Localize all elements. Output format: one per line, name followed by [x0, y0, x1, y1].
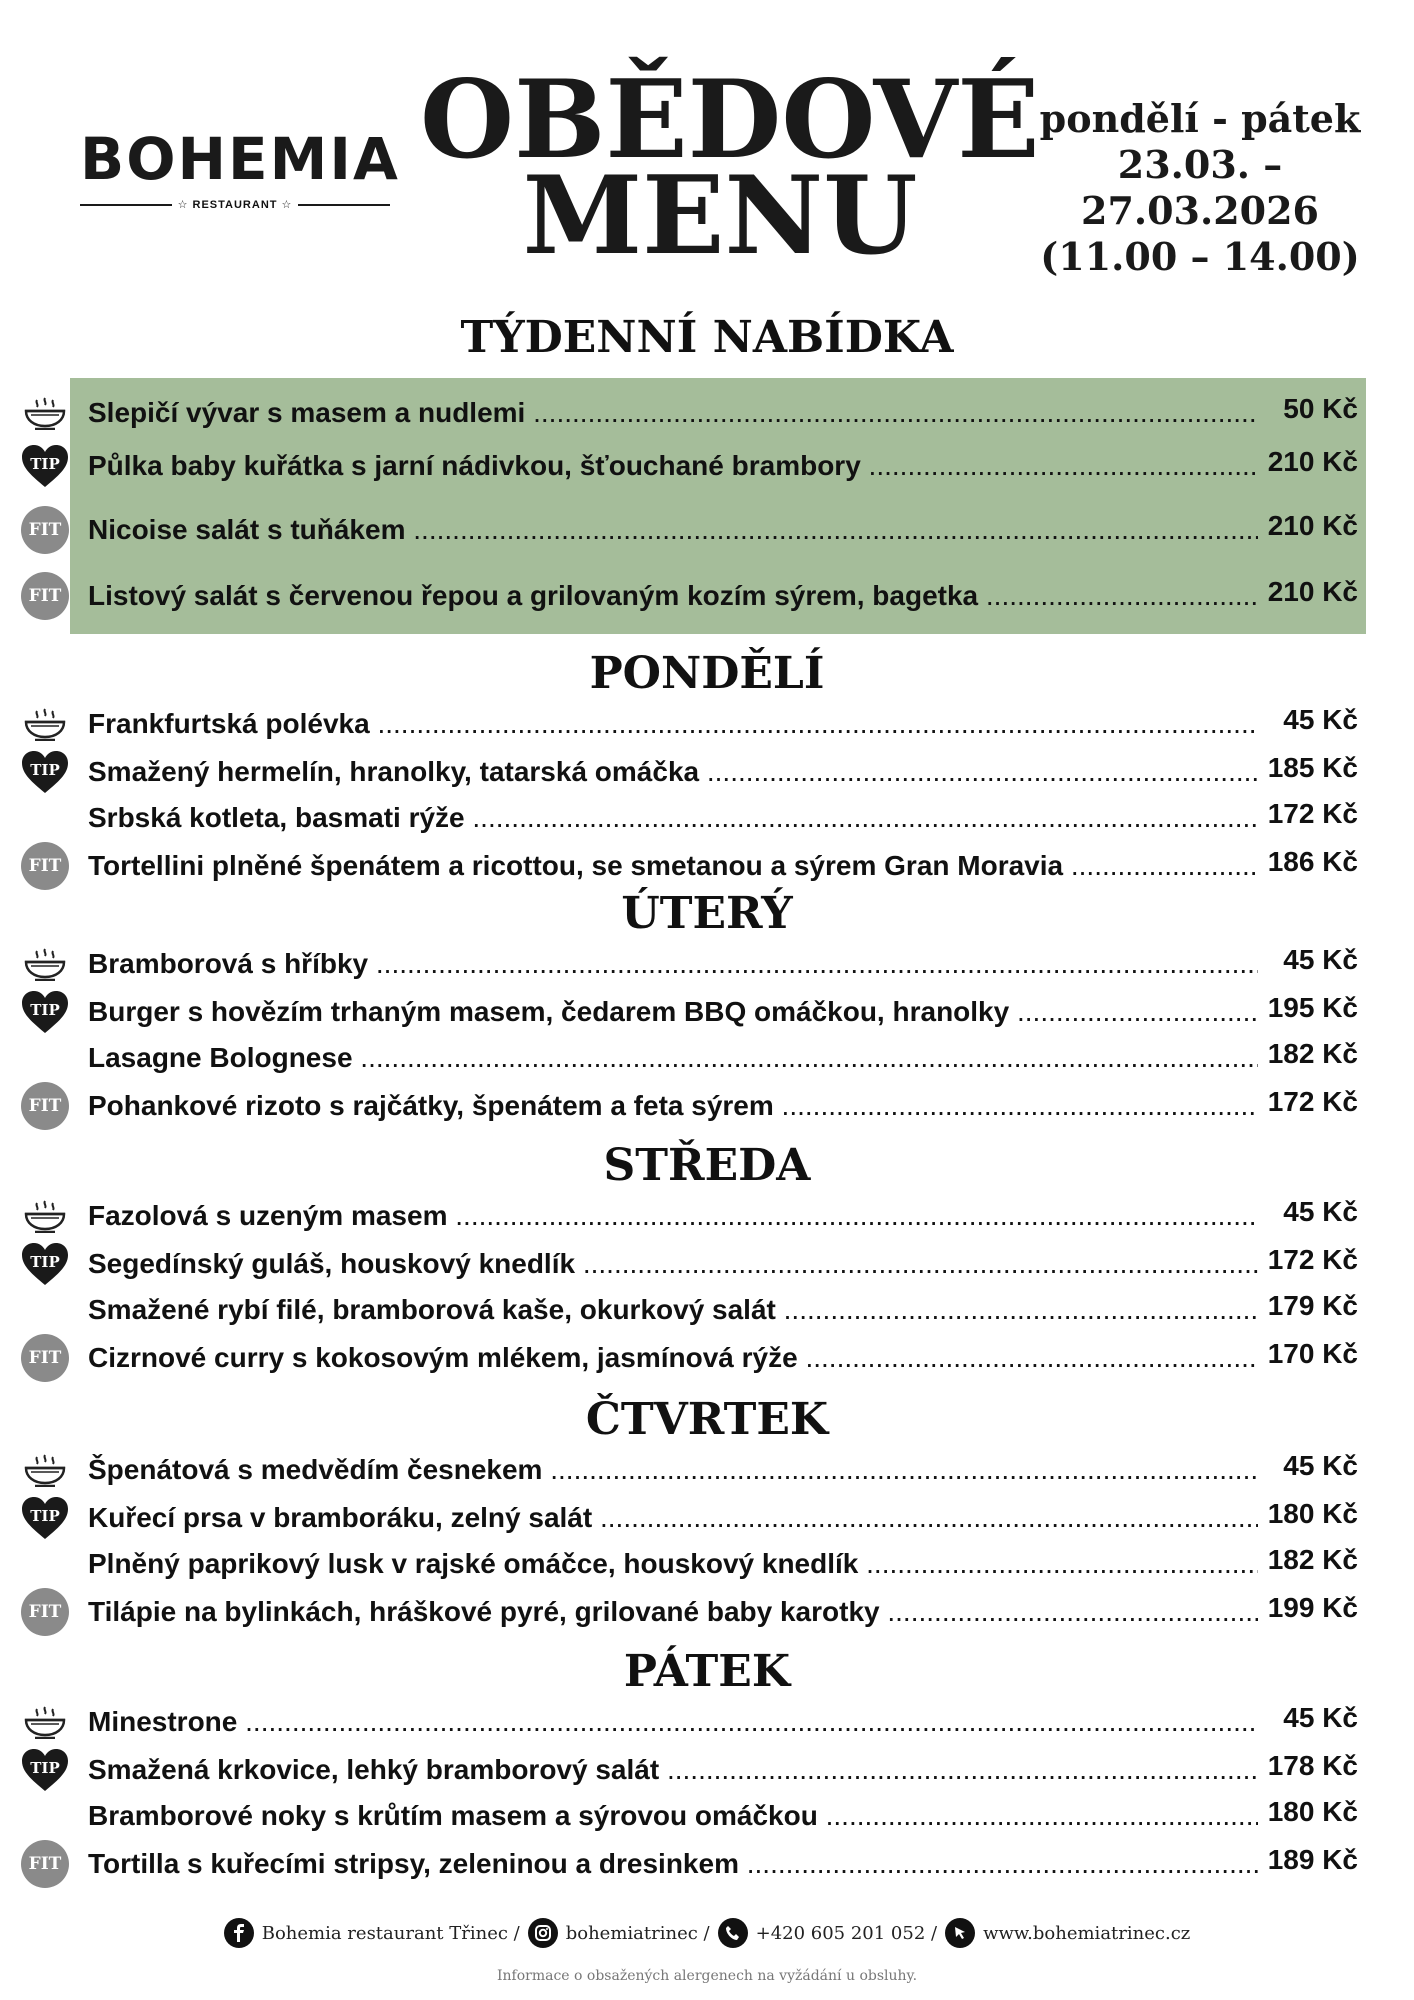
menu-item-row: [18, 796, 1358, 840]
dish-price: 182 Kč: [1267, 1544, 1358, 1575]
dish-price: 179 Kč: [1267, 1290, 1358, 1321]
dish-name: Špenátová s medvědím česnekem .....: [88, 1452, 1258, 1488]
menu-item-row: [18, 702, 1358, 746]
dish-name: Bramborové noky s krůtím masem a sýrovou omáčkou .....: [88, 1798, 1258, 1834]
menu-item-row: [18, 990, 1358, 1034]
soup-bowl-icon: [23, 1453, 67, 1487]
dish-name: Tilápie na bylinkách, hráškové pyré, grilované baby karotky .....: [88, 1594, 1258, 1630]
validity-info: [1010, 96, 1390, 280]
menu-item-icon: [18, 1448, 72, 1492]
dish-name: Fazolová s uzeným masem .....: [88, 1198, 1258, 1234]
menu-item-row: [18, 1842, 1358, 1886]
fit-badge-icon: [21, 506, 69, 554]
phone-icon: [718, 1918, 748, 1948]
dish-name: Plněný paprikový lusk v rajské omáčce, houskový knedlík .....: [88, 1546, 1258, 1582]
logo-divider: [298, 204, 390, 206]
logo-subline: [80, 198, 390, 211]
menu-item-icon: [18, 1194, 72, 1238]
dish-name: Pohankové rizoto s rajčátky, špenátem a feta sýrem .....: [88, 1088, 1258, 1124]
dish-name: Frankfurtská polévka .....: [88, 706, 1258, 742]
fit-badge-icon: [21, 842, 69, 890]
facebook-link[interactable]: [224, 1918, 520, 1948]
tip-badge-label: TIP: [30, 1507, 60, 1525]
logo-restaurant-label: ☆ RESTAURANT ☆: [177, 199, 293, 211]
menu-item-icon: [18, 1748, 72, 1792]
menu-item-row: [18, 1336, 1358, 1380]
dish-name: Smažená krkovice, lehký bramborový salát .....: [88, 1752, 1258, 1788]
fit-badge-label: FIT: [28, 856, 62, 876]
menu-item-icon: [18, 1496, 72, 1540]
fit-badge-icon: [21, 1334, 69, 1382]
dish-price: 199 Kč: [1267, 1592, 1358, 1623]
cursor-icon: [945, 1918, 975, 1948]
soup-bowl-icon: [23, 947, 67, 981]
fit-badge-label: FIT: [28, 1854, 62, 1874]
contact-footer: [0, 1918, 1414, 1948]
menu-item-row: [18, 1036, 1358, 1080]
dish-price: 189 Kč: [1267, 1844, 1358, 1875]
dish-name: Smažené rybí filé, bramborová kaše, okurkový salát .....: [88, 1292, 1258, 1328]
web-label: www.bohemiatrinec.cz: [983, 1922, 1191, 1944]
page-title: [420, 57, 1040, 279]
dish-price: 172 Kč: [1267, 1244, 1358, 1275]
menu-item-row: [18, 1448, 1358, 1492]
dish-price: 170 Kč: [1267, 1338, 1358, 1369]
menu-item-icon: [18, 1700, 72, 1744]
menu-item-row: [18, 574, 1358, 618]
soup-bowl-icon: [23, 396, 67, 430]
days-range: pondělí - pátek: [1039, 96, 1361, 141]
tip-heart-icon: [20, 990, 70, 1034]
title-line-1: OBĚDOVÉ: [420, 57, 1040, 183]
facebook-icon: [224, 1918, 254, 1948]
dish-price: 180 Kč: [1267, 1796, 1358, 1827]
menu-item-row: [18, 942, 1358, 986]
menu-item-icon: [18, 391, 72, 435]
dish-price: 186 Kč: [1267, 846, 1358, 877]
allergen-note: Informace o obsažených alergenech na vyžádání u obsluhy.: [496, 1968, 918, 1984]
menu-item-row: [18, 1700, 1358, 1744]
dish-name: Srbská kotleta, basmati rýže .....: [88, 800, 1258, 836]
menu-item-row: [18, 1084, 1358, 1128]
menu-item-icon: [18, 1794, 72, 1838]
menu-item-icon: [18, 1036, 72, 1080]
dish-price: 45 Kč: [1283, 1450, 1358, 1481]
dish-name: Lasagne Bolognese .....: [88, 1040, 1258, 1076]
dish-name: Minestrone .....: [88, 1704, 1258, 1740]
fit-badge-icon: [21, 1840, 69, 1888]
logo-divider: [80, 204, 172, 206]
dish-price: 210 Kč: [1267, 446, 1358, 477]
fit-badge-icon: [21, 1082, 69, 1130]
fit-badge-label: FIT: [28, 1602, 62, 1622]
menu-item-icon: [18, 942, 72, 986]
menu-item-icon: [18, 844, 72, 888]
instagram-link[interactable]: [528, 1918, 710, 1948]
title-line-2: MENU: [522, 153, 918, 279]
fit-badge-label: FIT: [28, 1096, 62, 1116]
instagram-icon: [528, 1918, 558, 1948]
menu-item-row: [18, 1194, 1358, 1238]
dish-price: 185 Kč: [1267, 752, 1358, 783]
dish-price: 172 Kč: [1267, 798, 1358, 829]
tip-badge-label: TIP: [30, 1001, 60, 1019]
menu-item-icon: [18, 990, 72, 1034]
dish-name: Burger s hovězím trhaným masem, čedarem BBQ omáčkou, hranolky .....: [88, 994, 1258, 1030]
tip-heart-icon: [20, 444, 70, 488]
menu-item-icon: [18, 1842, 72, 1886]
tip-badge-label: TIP: [30, 1253, 60, 1271]
menu-item-icon: [18, 1542, 72, 1586]
menu-item-row: [18, 1748, 1358, 1792]
menu-item-row: [18, 844, 1358, 888]
day-heading: PONDĚLÍ: [589, 648, 825, 699]
fit-badge-label: FIT: [28, 586, 62, 606]
menu-item-icon: [18, 574, 72, 618]
menu-item-row: [18, 391, 1358, 435]
dish-name: Listový salát s červenou řepou a grilovaným kozím sýrem, bagetka .....: [88, 578, 1258, 614]
dish-name: Tortilla s kuřecími stripsy, zeleninou a dresinkem .....: [88, 1846, 1258, 1882]
menu-item-row: [18, 1242, 1358, 1286]
menu-item-row: [18, 444, 1358, 488]
phone-label: +420 605 201 052 /: [755, 1922, 938, 1944]
tip-heart-icon: [20, 1496, 70, 1540]
tip-heart-icon: [20, 750, 70, 794]
dish-price: 210 Kč: [1267, 576, 1358, 607]
fit-badge-label: FIT: [28, 1348, 62, 1368]
dish-price: 45 Kč: [1283, 1196, 1358, 1227]
day-heading: PÁTEK: [623, 1646, 791, 1697]
instagram-label: bohemiatrinec /: [565, 1922, 710, 1944]
weekly-heading: TÝDENNÍ NABÍDKA: [460, 312, 954, 363]
dish-price: 210 Kč: [1267, 510, 1358, 541]
tip-heart-icon: [20, 1748, 70, 1792]
dish-name: Půlka baby kuřátka s jarní nádivkou, šťouchané brambory .....: [88, 448, 1258, 484]
soup-bowl-icon: [23, 1705, 67, 1739]
menu-item-row: [18, 1288, 1358, 1332]
date-range: 23.03. – 27.03.2026: [1081, 142, 1319, 233]
web-link[interactable]: [945, 1918, 1190, 1948]
menu-item-icon: [18, 444, 72, 488]
soup-bowl-icon: [23, 707, 67, 741]
dish-name: Tortellini plněné špenátem a ricottou, se smetanou a sýrem Gran Moravia .....: [88, 848, 1258, 884]
serving-hours: (11.00 – 14.00): [1040, 234, 1360, 279]
dish-name: Bramborová s hříbky .....: [88, 946, 1258, 982]
tip-heart-icon: [20, 1242, 70, 1286]
tip-badge-label: TIP: [30, 455, 60, 473]
menu-item-icon: [18, 796, 72, 840]
dish-price: 178 Kč: [1267, 1750, 1358, 1781]
fit-badge-icon: [21, 572, 69, 620]
dish-price: 195 Kč: [1267, 992, 1358, 1023]
dish-price: 182 Kč: [1267, 1038, 1358, 1069]
menu-item-icon: [18, 1288, 72, 1332]
dish-price: 45 Kč: [1283, 704, 1358, 735]
dish-name: Segedínský guláš, houskový knedlík .....: [88, 1246, 1258, 1282]
menu-item-icon: [18, 1242, 72, 1286]
menu-item-row: [18, 750, 1358, 794]
menu-item-icon: [18, 1084, 72, 1128]
dish-name: Smažený hermelín, hranolky, tatarská omáčka .....: [88, 754, 1258, 790]
dish-name: Nicoise salát s tuňákem .....: [88, 512, 1258, 548]
phone-link[interactable]: [718, 1918, 937, 1948]
soup-bowl-icon: [23, 1199, 67, 1233]
menu-item-row: [18, 1590, 1358, 1634]
menu-item-icon: [18, 702, 72, 746]
menu-item-icon: [18, 750, 72, 794]
facebook-label: Bohemia restaurant Třinec /: [261, 1922, 520, 1944]
dish-name: Cizrnové curry s kokosovým mlékem, jasmínová rýže .....: [88, 1340, 1258, 1376]
dish-price: 172 Kč: [1267, 1086, 1358, 1117]
dish-name: Slepičí vývar s masem a nudlemi .....: [88, 395, 1258, 431]
menu-item-row: [18, 1794, 1358, 1838]
day-heading: ÚTERÝ: [621, 888, 793, 939]
menu-item-icon: [18, 1590, 72, 1634]
menu-item-row: [18, 508, 1358, 552]
fit-badge-icon: [21, 1588, 69, 1636]
tip-badge-label: TIP: [30, 1759, 60, 1777]
menu-item-icon: [18, 508, 72, 552]
menu-item-row: [18, 1496, 1358, 1540]
menu-item-icon: [18, 1336, 72, 1380]
fit-badge-label: FIT: [28, 520, 62, 540]
dish-price: 45 Kč: [1283, 1702, 1358, 1733]
tip-badge-label: TIP: [30, 761, 60, 779]
dish-price: 180 Kč: [1267, 1498, 1358, 1529]
day-heading: ČTVRTEK: [585, 1394, 829, 1445]
menu-item-row: [18, 1542, 1358, 1586]
dish-price: 45 Kč: [1283, 944, 1358, 975]
logo-wordmark: BOHEMIA: [80, 125, 400, 193]
day-heading: STŘEDA: [603, 1140, 811, 1191]
dish-name: Kuřecí prsa v bramboráku, zelný salát .....: [88, 1500, 1258, 1536]
dish-price: 50 Kč: [1283, 393, 1358, 424]
restaurant-logo: [80, 125, 400, 211]
